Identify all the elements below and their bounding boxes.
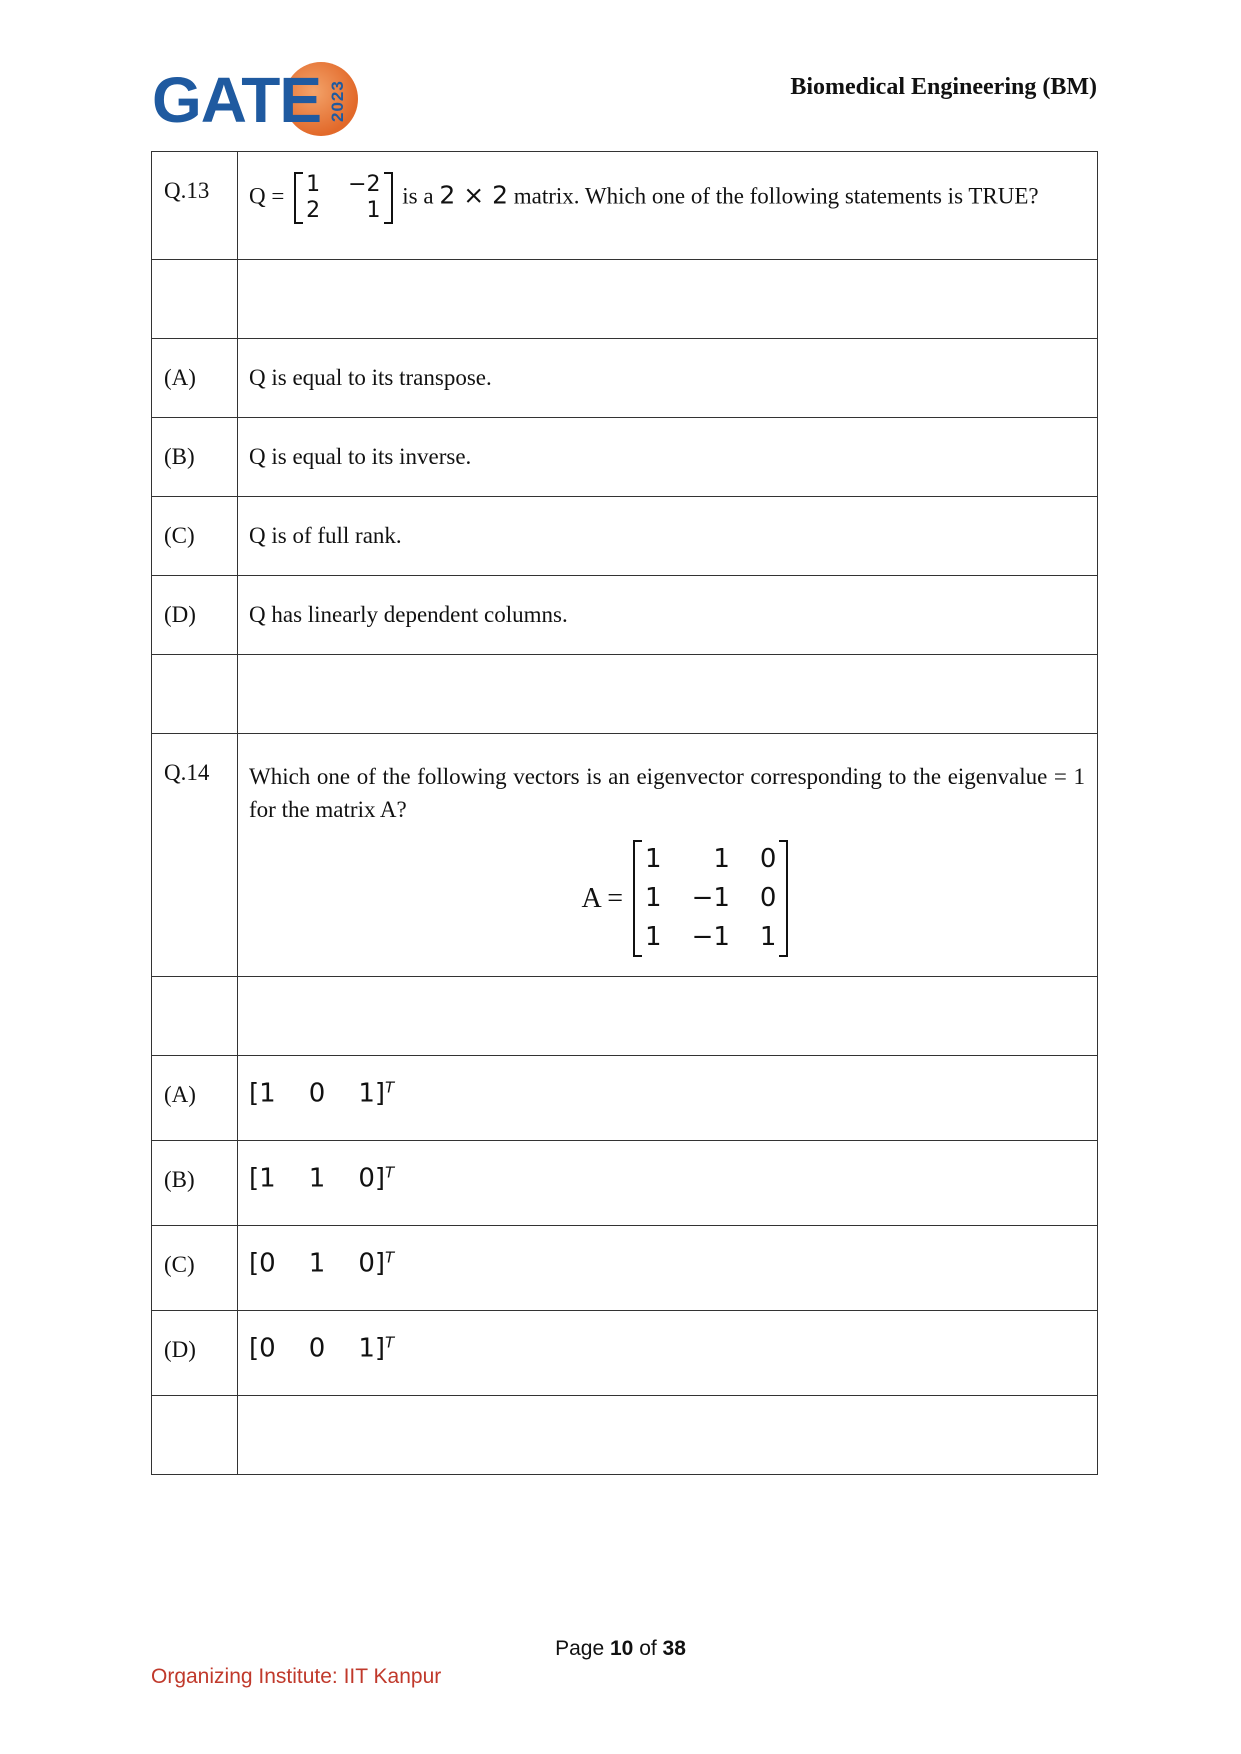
q14-matrix-prefix: A = [581,882,624,914]
q14-option-d [152,1311,1098,1396]
option-text: Q has linearly dependent columns. [238,576,1098,655]
option-text: Q is of full rank. [238,497,1098,576]
option-label: (C) [152,497,238,576]
option-vector [238,1311,1098,1396]
vector-text: [0 1 0] [249,1248,386,1279]
q14-matrix-grid [642,840,779,957]
page-number [0,1637,1241,1661]
spacer-row [152,655,1098,734]
q13-matrix [294,172,392,224]
spacer-row [152,977,1098,1056]
option-label: (D) [152,1311,238,1396]
q14-stem [238,734,1098,977]
page-total: 38 [662,1637,686,1660]
transpose-sup: T [385,1333,395,1351]
option-label: (D) [152,576,238,655]
bracket-right [779,840,788,957]
logo-year: 2023 [328,80,347,122]
q14-option-a [152,1056,1098,1141]
bracket-left [633,840,642,957]
matrix-cell: 1 [713,844,730,874]
matrix-cell: −2 [348,172,381,197]
transpose-sup: T [385,1163,395,1181]
matrix-cell: 1 [645,922,662,952]
transpose-sup: T [385,1248,395,1266]
option-vector [238,1056,1098,1141]
q13-row [152,152,1098,260]
matrix-cell: 1 [306,172,321,197]
page-of: of [639,1637,657,1660]
option-label: (B) [152,418,238,497]
q14-label: Q.14 [152,734,238,977]
vector-text: [1 1 0] [249,1163,386,1194]
question-table [151,151,1098,1475]
option-label: (A) [152,339,238,418]
q13-label: Q.13 [152,152,238,260]
q14-matrix [633,840,788,957]
q13-option-a [152,339,1098,418]
q14-matrix-block [289,840,1085,957]
q13-prefix: Q = [249,183,285,209]
vector-text: [0 0 1] [249,1333,386,1364]
spacer-row [152,260,1098,339]
subject-title: Biomedical Engineering (BM) [790,74,1097,100]
q14-option-c [152,1226,1098,1311]
q13-option-d [152,576,1098,655]
option-vector [238,1226,1098,1311]
vector-text: [1 0 1] [249,1078,386,1109]
option-label: (B) [152,1141,238,1226]
matrix-cell: 0 [759,844,777,874]
option-text: Q is equal to its transpose. [238,339,1098,418]
q14-row [152,734,1098,977]
option-text: Q is equal to its inverse. [238,418,1098,497]
matrix-cell: 2 [306,198,321,223]
option-label: (A) [152,1056,238,1141]
matrix-cell: 0 [759,883,777,913]
q14-text: Which one of the following vectors is an eigenvector corresponding to the eigenvalue = 1 for the matrix A? [249,764,1085,822]
q13-suffix: matrix. Which one of the following statements is TRUE? [513,183,1039,209]
page-prefix: Page [555,1637,605,1660]
option-vector [238,1141,1098,1226]
transpose-sup: T [385,1078,395,1096]
gate-logo [152,58,362,142]
organizing-institute: Organizing Institute: IIT Kanpur [151,1665,442,1688]
bracket-left [294,172,303,224]
matrix-cell: −1 [691,883,730,913]
page-current: 10 [609,1637,634,1660]
q13-stem [238,152,1098,260]
q13-matrix-grid [303,172,383,224]
matrix-cell: −1 [691,922,730,952]
bracket-right [384,172,393,224]
matrix-cell: 1 [366,198,381,223]
matrix-cell: 1 [759,922,777,952]
q14-option-b [152,1141,1098,1226]
matrix-cell: 1 [645,883,662,913]
option-label: (C) [152,1226,238,1311]
q13-mid: is a [402,183,434,209]
spacer-row [152,1396,1098,1475]
q13-option-c [152,497,1098,576]
logo-text: GATE [152,64,322,136]
matrix-cell: 1 [645,844,662,874]
q13-size: 2 × 2 [439,180,508,210]
q13-option-b [152,418,1098,497]
